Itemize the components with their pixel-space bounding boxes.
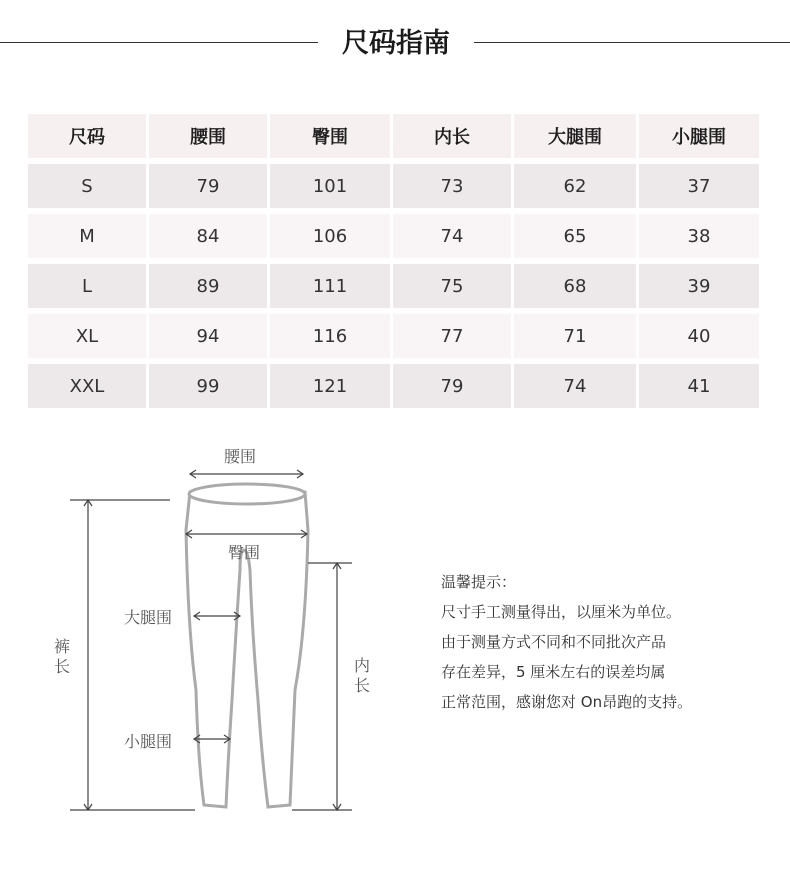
- table-cell: 41: [639, 364, 759, 408]
- table-cell: 74: [514, 364, 636, 408]
- table-cell: 101: [270, 164, 390, 208]
- table-cell: 73: [393, 164, 511, 208]
- table-cell: S: [28, 164, 146, 208]
- tips-heading: 温馨提示：: [441, 573, 517, 591]
- header-waist: 腰围: [149, 114, 267, 158]
- table-cell: 75: [393, 264, 511, 308]
- waistband: [189, 484, 305, 504]
- table-cell: L: [28, 264, 146, 308]
- tips-section: [441, 567, 781, 717]
- tips-line: 尺寸手工测量得出，以厘米为单位。: [441, 603, 682, 621]
- table-cell: 89: [149, 264, 267, 308]
- table-row: [28, 314, 759, 358]
- header-inseam: 内长: [393, 114, 511, 158]
- table-cell: 37: [639, 164, 759, 208]
- title-divider-right: [474, 42, 790, 43]
- table-cell: M: [28, 214, 146, 258]
- page-title: 尺码指南: [342, 28, 450, 59]
- header-size: 尺码: [28, 114, 146, 158]
- table-row: [28, 164, 759, 208]
- table-cell: 79: [393, 364, 511, 408]
- table-cell: 65: [514, 214, 636, 258]
- waist-label: 腰围: [224, 447, 257, 466]
- pants-length-label: 裤长: [53, 637, 70, 676]
- table-cell: 94: [149, 314, 267, 358]
- tips-line: 正常范围，感谢您对 On昂跑的支持。: [441, 693, 693, 711]
- header-calf: 小腿围: [639, 114, 759, 158]
- title-divider-left: [0, 42, 318, 43]
- table-cell: 84: [149, 214, 267, 258]
- tips-line: 由于测量方式不同和不同批次产品: [441, 633, 667, 651]
- calf-label: 小腿围: [124, 732, 173, 751]
- inseam-label: 内长: [353, 656, 370, 695]
- table-cell: XXL: [28, 364, 146, 408]
- table-cell: 77: [393, 314, 511, 358]
- table-row: [28, 364, 759, 408]
- size-table: [25, 108, 762, 414]
- table-cell: 40: [639, 314, 759, 358]
- table-row: [28, 214, 759, 258]
- header-hip: 臀围: [270, 114, 390, 158]
- table-cell: 99: [149, 364, 267, 408]
- table-cell: 71: [514, 314, 636, 358]
- table-row: [28, 264, 759, 308]
- thigh-label: 大腿围: [124, 608, 173, 627]
- hip-label: 臀围: [228, 543, 261, 562]
- table-cell: 68: [514, 264, 636, 308]
- table-header-row: [28, 114, 759, 158]
- title-row: [0, 22, 790, 66]
- table-cell: 79: [149, 164, 267, 208]
- table-cell: 121: [270, 364, 390, 408]
- table-cell: 74: [393, 214, 511, 258]
- table-cell: 38: [639, 214, 759, 258]
- table-cell: 39: [639, 264, 759, 308]
- table-cell: 116: [270, 314, 390, 358]
- table-cell: 106: [270, 214, 390, 258]
- table-cell: XL: [28, 314, 146, 358]
- header-thigh: 大腿围: [514, 114, 636, 158]
- tips-line: 存在差异，5 厘米左右的误差均属: [441, 663, 666, 681]
- table-cell: 62: [514, 164, 636, 208]
- table-cell: 111: [270, 264, 390, 308]
